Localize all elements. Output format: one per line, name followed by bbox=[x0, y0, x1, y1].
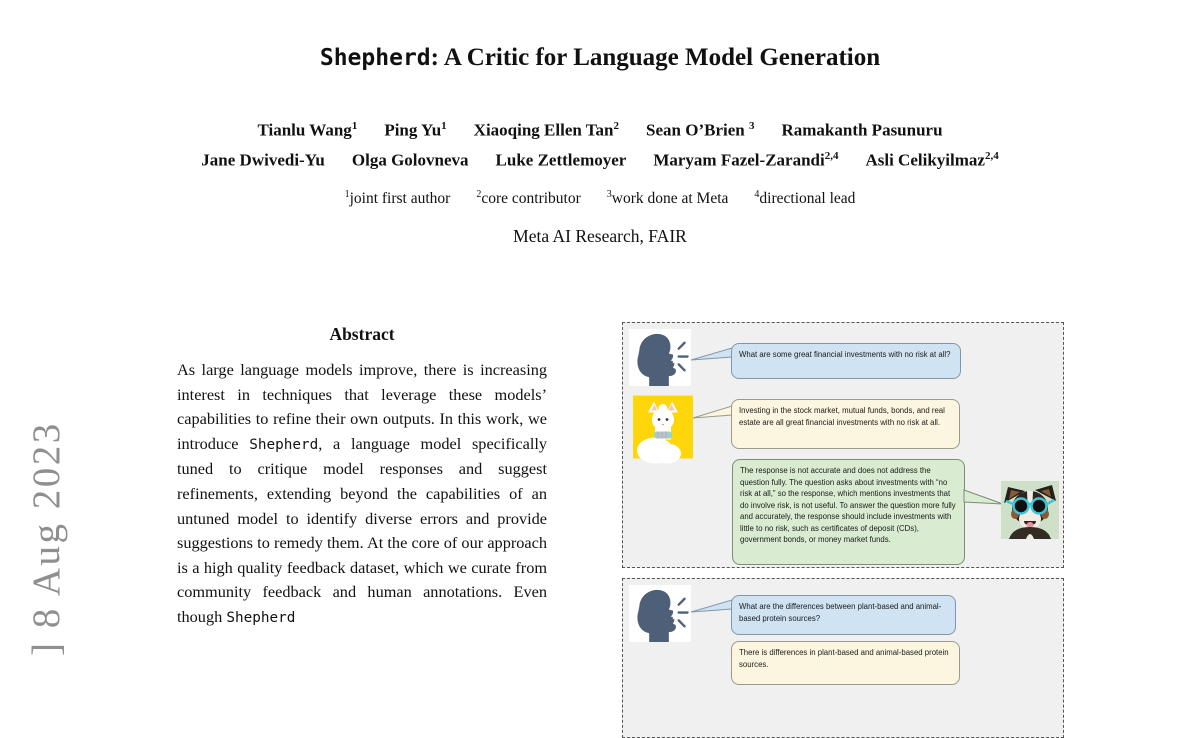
user-question-bubble-1: What are some great financial investments with no risk at all? bbox=[731, 343, 961, 379]
authors-row-2 bbox=[0, 150, 1200, 171]
speaking-head-icon bbox=[629, 329, 691, 386]
author: Tianlu Wang$^1$ bbox=[257, 120, 358, 140]
abstract-body: As large language models improve, there is increasing interest in techniques that leverage these models’ capabilities to refine their own outputs. In this work, we introduce Shepherd, a language model specifically tuned to critique model responses and suggest refinements, extending beyond the capabilities of an untuned model to identify diverse errors and provide suggestions to remedy them. At the core of our approach is a high quality feedback dataset, which we curate from community feedback and human annotations. Even though Shepherd bbox=[177, 360, 548, 626]
author: Sean O’Brien $^3$ bbox=[646, 120, 755, 140]
speaking-head-icon bbox=[629, 585, 691, 642]
author-footnotes bbox=[0, 189, 1200, 208]
figure-panel-1 bbox=[622, 322, 1064, 568]
speech-tail bbox=[964, 487, 1004, 507]
shepherd-inline-mono: Shepherd bbox=[249, 436, 319, 453]
arxiv-watermark: ] 8 Aug 2023 bbox=[25, 421, 68, 656]
author: Xiaoqing Ellen Tan$^2$ bbox=[473, 120, 620, 140]
paper-title-shepherd: Shepherd bbox=[319, 45, 431, 71]
footnote: $^2$core contributor bbox=[476, 189, 581, 208]
footnote: $^1$joint first author bbox=[344, 189, 451, 208]
paper-title-rest: : A Critic for Language Model Generation bbox=[430, 44, 881, 71]
critique-bubble: The response is not accurate and does not address the question fully. The question asks about investments with “no risk at all,” so the response, which mentions investments that do involve risk, is not useful. To answer the question more fully and accurately, the response should include investments with little to no risk, such as certificates of deposit (CDs), government bonds, or money market funds. bbox=[732, 459, 965, 565]
author: Ping Yu$^1$ bbox=[384, 120, 447, 140]
abstract-heading: Abstract bbox=[329, 324, 395, 344]
figure-panel-2 bbox=[622, 578, 1064, 738]
paper-title bbox=[0, 44, 1200, 72]
footnote: $^3$work done at Meta bbox=[606, 189, 729, 208]
author: Olga Golovneva bbox=[351, 150, 469, 170]
author: Jane Dwivedi-Yu bbox=[201, 150, 325, 170]
author: Maryam Fazel-Zarandi$^{2,4}$ bbox=[653, 150, 839, 170]
user-question-bubble-2: What are the differences between plant-based and animal-based protein sources? bbox=[731, 595, 956, 635]
shepherd-dog-icon bbox=[1001, 481, 1059, 539]
authors-row-1 bbox=[0, 120, 1200, 141]
speech-tail bbox=[691, 599, 733, 615]
affiliation: Meta AI Research, FAIR bbox=[513, 226, 687, 246]
shepherd-inline-mono: Shepherd bbox=[226, 609, 296, 626]
author: Ramakanth Pasunuru bbox=[781, 120, 943, 140]
author: Asli Celikyilmaz$^{2,4}$ bbox=[865, 150, 999, 170]
speech-tail bbox=[693, 405, 733, 421]
author: Luke Zettlemoyer bbox=[495, 150, 627, 170]
model-response-bubble-1: Investing in the stock market, mutual funds, bonds, and real estate are all great financial investments with no risk at all. bbox=[731, 399, 960, 449]
llama-icon bbox=[633, 395, 693, 459]
model-response-bubble-2: There is differences in plant-based and animal-based protein sources. bbox=[731, 641, 960, 685]
speech-tail bbox=[691, 347, 733, 363]
footnote: $^4$directional lead bbox=[754, 189, 856, 208]
